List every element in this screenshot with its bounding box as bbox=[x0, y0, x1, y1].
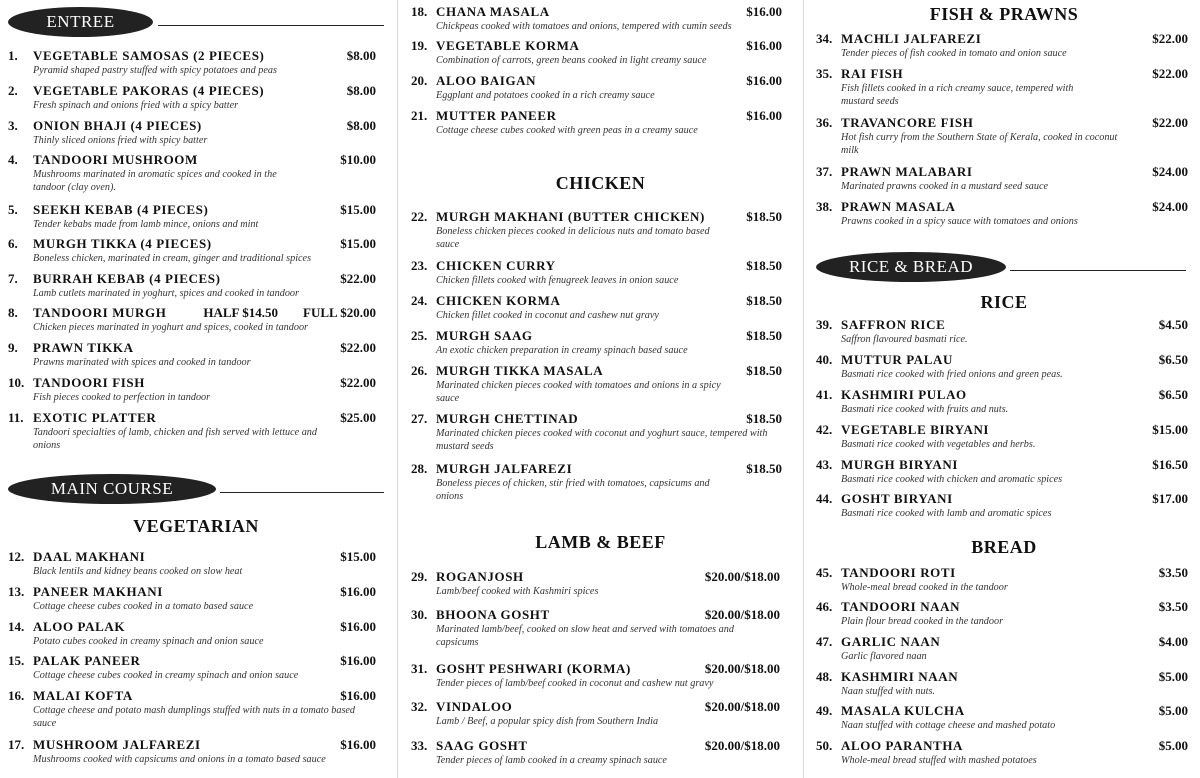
item-number: 10. bbox=[8, 375, 25, 390]
item-number: 37. bbox=[816, 164, 833, 179]
item-description: Lamb cutlets marinated in yoghurt, spices and cooked in tandoor bbox=[33, 288, 299, 299]
item-description: Mushrooms cooked with capsicums and onions in a tomato based sauce bbox=[33, 754, 326, 765]
menu-item bbox=[816, 115, 1188, 157]
item-number: 4. bbox=[8, 152, 18, 167]
item-number: 49. bbox=[816, 703, 833, 718]
item-number: 25. bbox=[411, 328, 428, 343]
menu-item bbox=[816, 634, 1188, 663]
menu-item bbox=[411, 209, 782, 251]
item-description: Tender kebabs made from lamb mince, onions and mint bbox=[33, 219, 259, 230]
item-name: PRAWN TIKKA bbox=[33, 340, 134, 355]
rice-bread-header bbox=[816, 252, 1186, 282]
menu-item bbox=[816, 164, 1188, 193]
item-number: 19. bbox=[411, 38, 428, 53]
item-name: PRAWN MASALA bbox=[841, 199, 956, 214]
menu-item bbox=[8, 305, 376, 334]
item-description: Boneless chicken, marinated in cream, ginger and traditional spices bbox=[33, 253, 312, 264]
item-number: 13. bbox=[8, 584, 25, 599]
item-price: $18.50 bbox=[746, 258, 782, 273]
item-price: $18.50 bbox=[746, 328, 782, 343]
item-number: 44. bbox=[816, 491, 833, 506]
item-number: 20. bbox=[411, 73, 428, 88]
item-name: VEGETABLE PAKORAS (4 PIECES) bbox=[33, 83, 265, 98]
lamb-beef-heading: LAMB & BEEF bbox=[535, 532, 666, 552]
menu-item bbox=[816, 199, 1188, 228]
item-name: MURGH SAAG bbox=[436, 328, 533, 343]
menu-item bbox=[816, 703, 1188, 732]
item-price: $16.00 bbox=[340, 688, 376, 703]
item-name: GOSHT PESHWARI (KORMA) bbox=[436, 661, 631, 676]
item-number: 48. bbox=[816, 669, 833, 684]
menu-item bbox=[8, 653, 376, 682]
item-number: 39. bbox=[816, 317, 833, 332]
item-price: $24.00 bbox=[1152, 199, 1188, 214]
item-description: Mushrooms marinated in aromatic spices and cooked in the tandoor (clay oven). bbox=[33, 169, 277, 193]
item-number: 27. bbox=[411, 411, 428, 426]
item-name: RAI FISH bbox=[841, 66, 904, 81]
item-description: Black lentils and kidney beans cooked on slow heat bbox=[33, 566, 243, 577]
item-number: 24. bbox=[411, 293, 428, 308]
item-number: 30. bbox=[411, 607, 428, 622]
item-description: Fish fillets cooked in a rich creamy sauce, tempered with mustard seeds bbox=[841, 83, 1074, 107]
item-price: $25.00 bbox=[340, 410, 376, 425]
item-description: Potato cubes cooked in creamy spinach and onion sauce bbox=[33, 636, 264, 647]
item-price: $10.00 bbox=[340, 152, 376, 167]
item-number: 1. bbox=[8, 48, 18, 63]
menu-item bbox=[816, 565, 1188, 594]
menu-item bbox=[816, 317, 1188, 346]
item-description: Basmati rice cooked with vegetables and herbs. bbox=[841, 439, 1036, 450]
menu-item bbox=[8, 271, 376, 300]
item-name: KASHMIRI PULAO bbox=[841, 387, 967, 402]
item-name: TANDOORI NAAN bbox=[841, 599, 961, 614]
item-number: 32. bbox=[411, 699, 428, 714]
item-price: $15.00 bbox=[340, 549, 376, 564]
item-name: VEGETABLE SAMOSAS (2 PIECES) bbox=[33, 48, 265, 63]
item-number: 17. bbox=[8, 737, 25, 752]
item-number: 46. bbox=[816, 599, 833, 614]
item-number: 35. bbox=[816, 66, 833, 81]
menu-item bbox=[816, 491, 1188, 520]
item-price: $20.00/$18.00 bbox=[704, 607, 780, 622]
item-name: MURGH CHETTINAD bbox=[436, 411, 579, 426]
column-divider bbox=[397, 0, 398, 778]
item-number: 2. bbox=[8, 83, 18, 98]
menu-item bbox=[8, 340, 376, 369]
menu-item bbox=[411, 328, 782, 357]
item-price: $6.50 bbox=[1158, 352, 1188, 367]
item-name: GARLIC NAAN bbox=[841, 634, 941, 649]
rice-heading: RICE bbox=[980, 292, 1028, 312]
item-description: Boneless pieces of chicken, stir fried with tomatoes, capsicums and onions bbox=[436, 478, 710, 502]
item-price: $16.00 bbox=[746, 73, 782, 88]
item-description: Marinated chicken pieces cooked with tomatoes and onions in a spicy sauce bbox=[436, 380, 721, 404]
item-description: Boneless chicken pieces cooked in delicious nuts and tomato based sauce bbox=[436, 226, 710, 250]
item-name: ONION BHAJI (4 PIECES) bbox=[33, 118, 202, 133]
item-price: $17.00 bbox=[1152, 491, 1188, 506]
menu-item bbox=[816, 31, 1188, 60]
item-number: 26. bbox=[411, 363, 428, 378]
item-description: Basmati rice cooked with lamb and aromatic spices bbox=[841, 508, 1052, 519]
item-number: 50. bbox=[816, 738, 833, 753]
menu-item bbox=[8, 584, 376, 613]
item-name: MURGH JALFAREZI bbox=[436, 461, 573, 476]
item-price: $16.00 bbox=[340, 619, 376, 634]
item-name: MUTTER PANEER bbox=[436, 108, 557, 123]
item-description: Fish pieces cooked to perfection in tandoor bbox=[33, 392, 211, 403]
item-description: An exotic chicken preparation in creamy spinach based sauce bbox=[436, 345, 688, 356]
item-description: Naan stuffed with nuts. bbox=[841, 686, 935, 697]
vegetarian-heading: VEGETARIAN bbox=[133, 516, 259, 536]
menu-item bbox=[8, 549, 376, 578]
item-price: $4.00 bbox=[1158, 634, 1188, 649]
heading-rule bbox=[1010, 270, 1186, 271]
item-number: 16. bbox=[8, 688, 25, 703]
item-name: ALOO PALAK bbox=[33, 619, 126, 634]
item-number: 33. bbox=[411, 738, 428, 753]
menu-item bbox=[411, 607, 780, 649]
menu-item bbox=[8, 375, 376, 404]
menu-item bbox=[816, 352, 1188, 381]
menu-item bbox=[8, 619, 376, 648]
item-description: Eggplant and potatoes cooked in a rich creamy sauce bbox=[436, 90, 655, 101]
item-description: Tandoori specialties of lamb, chicken and fish served with lettuce and onions bbox=[33, 427, 317, 451]
item-description: Chicken pieces marinated in yoghurt and spices, cooked in tandoor bbox=[33, 322, 309, 333]
item-description: Basmati rice cooked with chicken and aromatic spices bbox=[841, 474, 1063, 485]
item-price: $6.50 bbox=[1158, 387, 1188, 402]
item-name: TANDOORI ROTI bbox=[841, 565, 956, 580]
item-name: BURRAH KEBAB (4 PIECES) bbox=[33, 271, 221, 286]
menu-item bbox=[816, 599, 1188, 628]
item-price: $16.00 bbox=[746, 108, 782, 123]
item-description: Basmati rice cooked with fried onions and green peas. bbox=[841, 369, 1063, 380]
item-number: 12. bbox=[8, 549, 25, 564]
item-description: Marinated chicken pieces cooked with coconut and yoghurt sauce, tempered with mustard seeds bbox=[436, 428, 768, 452]
item-description: Chicken fillet cooked in coconut and cashew nut gravy bbox=[436, 310, 659, 321]
item-description: Tender pieces of lamb cooked in a creamy spinach sauce bbox=[436, 755, 667, 766]
item-price: $8.00 bbox=[346, 83, 376, 98]
item-description: Cottage cheese cubes cooked with green peas in a creamy sauce bbox=[436, 125, 698, 136]
item-price: $22.00 bbox=[1152, 66, 1188, 81]
item-price: $20.00/$18.00 bbox=[704, 699, 780, 714]
item-name: MUTTUR PALAU bbox=[841, 352, 954, 367]
item-description: Whole-meal bread cooked in the tandoor bbox=[841, 582, 1008, 593]
item-name: ALOO BAIGAN bbox=[436, 73, 537, 88]
menu-item bbox=[411, 258, 782, 287]
item-price: $20.00/$18.00 bbox=[704, 738, 780, 753]
item-price: $18.50 bbox=[746, 411, 782, 426]
item-price: $20.00/$18.00 bbox=[704, 569, 780, 584]
item-name: SAAG GOSHT bbox=[436, 738, 528, 753]
item-description: Basmati rice cooked with fruits and nuts. bbox=[841, 404, 1009, 415]
item-description: Fresh spinach and onions fried with a spicy batter bbox=[33, 100, 239, 111]
item-name: MURGH TIKKA MASALA bbox=[436, 363, 604, 378]
item-name: DAAL MAKHANI bbox=[33, 549, 146, 564]
item-price: $24.00 bbox=[1152, 164, 1188, 179]
item-price: $15.00 bbox=[1152, 422, 1188, 437]
item-description: Cottage cheese and potato mash dumplings stuffed with nuts in a tomato based sauce bbox=[33, 705, 356, 729]
item-number: 22. bbox=[411, 209, 428, 224]
item-number: 15. bbox=[8, 653, 25, 668]
item-price: $22.00 bbox=[1152, 115, 1188, 130]
item-price: $3.50 bbox=[1158, 565, 1188, 580]
item-description: Prawns marinated with spices and cooked in tandoor bbox=[33, 357, 251, 368]
rice-bread-heading: RICE & BREAD bbox=[816, 252, 1006, 282]
item-description: Chicken fillets cooked with fenugreek leaves in onion sauce bbox=[436, 275, 679, 286]
item-name: SEEKH KEBAB (4 PIECES) bbox=[33, 202, 209, 217]
item-price: $22.00 bbox=[1152, 31, 1188, 46]
item-name: VEGETABLE BIRYANI bbox=[841, 422, 990, 437]
menu-item bbox=[411, 461, 782, 503]
item-price: $5.00 bbox=[1158, 738, 1188, 753]
menu-item bbox=[411, 411, 782, 453]
item-price: $18.50 bbox=[746, 293, 782, 308]
item-number: 28. bbox=[411, 461, 428, 476]
item-name: MURGH MAKHANI (BUTTER CHICKEN) bbox=[436, 209, 705, 224]
item-name: SAFFRON RICE bbox=[841, 317, 946, 332]
item-price: $5.00 bbox=[1158, 669, 1188, 684]
item-price: $8.00 bbox=[346, 118, 376, 133]
entree-heading: ENTREE bbox=[8, 7, 153, 37]
item-name: CHICKEN KORMA bbox=[436, 293, 561, 308]
item-name: MURGH TIKKA (4 PIECES) bbox=[33, 236, 212, 251]
item-description: Saffron flavoured basmati rice. bbox=[841, 334, 968, 345]
main-course-header bbox=[8, 474, 384, 504]
item-name: ALOO PARANTHA bbox=[841, 738, 964, 753]
item-price: $5.00 bbox=[1158, 703, 1188, 718]
heading-rule bbox=[220, 492, 384, 493]
item-price: $16.00 bbox=[340, 653, 376, 668]
item-number: 21. bbox=[411, 108, 428, 123]
item-description: Lamb/beef cooked with Kashmiri spices bbox=[436, 586, 599, 597]
item-description: Pyramid shaped pastry stuffed with spicy potatoes and peas bbox=[33, 65, 277, 76]
item-name: MURGH BIRYANI bbox=[841, 457, 959, 472]
item-number: 23. bbox=[411, 258, 428, 273]
item-name: ROGANJOSH bbox=[436, 569, 524, 584]
menu-column-2 bbox=[403, 0, 798, 778]
item-name: CHANA MASALA bbox=[436, 4, 550, 19]
item-number: 7. bbox=[8, 271, 18, 286]
bread-heading: BREAD bbox=[971, 537, 1037, 557]
item-description: Thinly sliced onions fried with spicy batter bbox=[33, 135, 208, 146]
item-price: $16.00 bbox=[340, 737, 376, 752]
item-description: Combination of carrots, green beans cooked in light creamy sauce bbox=[436, 55, 707, 66]
item-description: Tender pieces of lamb/beef cooked in coconut and cashew nut gravy bbox=[436, 678, 714, 689]
item-description: Cottage cheese cubes cooked in creamy spinach and onion sauce bbox=[33, 670, 299, 681]
item-number: 41. bbox=[816, 387, 833, 402]
item-number: 14. bbox=[8, 619, 25, 634]
menu-item bbox=[8, 202, 376, 231]
menu-item bbox=[411, 4, 782, 33]
menu-column-1 bbox=[0, 0, 392, 778]
item-price: $16.50 bbox=[1152, 457, 1188, 472]
menu-item bbox=[816, 669, 1188, 698]
main-course-heading: MAIN COURSE bbox=[8, 474, 216, 504]
menu-item bbox=[816, 66, 1188, 108]
item-description: Marinated prawns cooked in a mustard seed sauce bbox=[841, 181, 1049, 192]
menu-item bbox=[8, 152, 376, 194]
item-description: Hot fish curry from the Southern State of Kerala, cooked in coconut milk bbox=[841, 132, 1118, 156]
item-name: VINDALOO bbox=[436, 699, 513, 714]
menu-item bbox=[8, 410, 376, 452]
item-number: 5. bbox=[8, 202, 18, 217]
item-number: 42. bbox=[816, 422, 833, 437]
menu-item bbox=[411, 38, 782, 67]
item-name: BHOONA GOSHT bbox=[436, 607, 550, 622]
item-name: KASHMIRI NAAN bbox=[841, 669, 959, 684]
item-name: PANEER MAKHANI bbox=[33, 584, 163, 599]
item-price: $4.50 bbox=[1158, 317, 1188, 332]
item-price: FULL $20.00 bbox=[303, 305, 376, 320]
item-half-price: HALF $14.50 bbox=[203, 305, 278, 320]
menu-item bbox=[816, 457, 1188, 486]
menu-item bbox=[816, 387, 1188, 416]
item-number: 6. bbox=[8, 236, 18, 251]
item-number: 29. bbox=[411, 569, 428, 584]
menu-item bbox=[411, 699, 780, 728]
item-name: VEGETABLE KORMA bbox=[436, 38, 580, 53]
item-name: MALAI KOFTA bbox=[33, 688, 133, 703]
item-number: 9. bbox=[8, 340, 18, 355]
item-description: Lamb / Beef, a popular spicy dish from Southern India bbox=[436, 716, 659, 727]
item-number: 38. bbox=[816, 199, 833, 214]
item-description: Garlic flavored naan bbox=[841, 651, 927, 662]
item-name: CHICKEN CURRY bbox=[436, 258, 556, 273]
menu-item bbox=[411, 661, 780, 690]
item-name: PALAK PANEER bbox=[33, 653, 141, 668]
item-price: $16.00 bbox=[340, 584, 376, 599]
item-description: Marinated lamb/beef, cooked on slow heat and served with tomatoes and capsicums bbox=[436, 624, 734, 648]
menu-item bbox=[411, 363, 782, 405]
menu-item bbox=[8, 737, 376, 766]
item-name: GOSHT BIRYANI bbox=[841, 491, 953, 506]
menu-item bbox=[816, 422, 1188, 451]
item-number: 45. bbox=[816, 565, 833, 580]
item-number: 34. bbox=[816, 31, 833, 46]
menu-item bbox=[816, 738, 1188, 767]
item-price: $18.50 bbox=[746, 363, 782, 378]
chicken-heading: CHICKEN bbox=[555, 173, 646, 193]
menu-item bbox=[411, 569, 780, 598]
item-number: 40. bbox=[816, 352, 833, 367]
item-description: Tender pieces of fish cooked in tomato and onion sauce bbox=[841, 48, 1067, 59]
item-description: Whole-meal bread stuffed with mashed potatoes bbox=[841, 755, 1037, 766]
item-name: EXOTIC PLATTER bbox=[33, 410, 157, 425]
item-number: 36. bbox=[816, 115, 833, 130]
item-number: 11. bbox=[8, 410, 24, 425]
menu-item bbox=[8, 118, 376, 147]
menu-item bbox=[411, 293, 782, 322]
item-price: $16.00 bbox=[746, 38, 782, 53]
item-price: $15.00 bbox=[340, 236, 376, 251]
item-price: $8.00 bbox=[346, 48, 376, 63]
item-number: 47. bbox=[816, 634, 833, 649]
item-description: Naan stuffed with cottage cheese and mashed potato bbox=[841, 720, 1056, 731]
item-name: TANDOORI MURGH bbox=[33, 305, 167, 320]
menu-item bbox=[8, 48, 376, 77]
item-description: Prawns cooked in a spicy sauce with tomatoes and onions bbox=[841, 216, 1078, 227]
menu-item bbox=[411, 738, 780, 767]
menu-item bbox=[411, 73, 782, 102]
item-number: 3. bbox=[8, 118, 18, 133]
item-name: MACHLI JALFAREZI bbox=[841, 31, 982, 46]
item-price: $16.00 bbox=[746, 4, 782, 19]
item-number: 31. bbox=[411, 661, 428, 676]
menu-item bbox=[411, 108, 782, 137]
item-price: $15.00 bbox=[340, 202, 376, 217]
item-price: $22.00 bbox=[340, 340, 376, 355]
fish-prawns-heading: FISH & PRAWNS bbox=[929, 4, 1079, 24]
menu-column-3 bbox=[808, 0, 1200, 778]
item-description: Chickpeas cooked with tomatoes and onions, tempered with cumin seeds bbox=[436, 21, 732, 32]
item-name: TANDOORI MUSHROOM bbox=[33, 152, 198, 167]
item-name: TRAVANCORE FISH bbox=[841, 115, 974, 130]
item-description: Plain flour bread cooked in the tandoor bbox=[841, 616, 1004, 627]
item-name: MUSHROOM JALFAREZI bbox=[33, 737, 201, 752]
heading-rule bbox=[158, 25, 384, 26]
menu-item bbox=[8, 688, 376, 730]
item-price: $22.00 bbox=[340, 375, 376, 390]
item-price: $22.00 bbox=[340, 271, 376, 286]
item-price: $3.50 bbox=[1158, 599, 1188, 614]
item-name: TANDOORI FISH bbox=[33, 375, 145, 390]
item-price: $18.50 bbox=[746, 461, 782, 476]
item-price: $18.50 bbox=[746, 209, 782, 224]
item-name: MASALA KULCHA bbox=[841, 703, 965, 718]
menu-item bbox=[8, 236, 376, 265]
item-number: 18. bbox=[411, 4, 428, 19]
item-number: 43. bbox=[816, 457, 833, 472]
item-number: 8. bbox=[8, 305, 18, 320]
column-divider bbox=[803, 0, 804, 778]
item-price: $20.00/$18.00 bbox=[704, 661, 780, 676]
entree-header bbox=[8, 7, 384, 37]
item-description: Cottage cheese cubes cooked in a tomato based sauce bbox=[33, 601, 254, 612]
menu-item bbox=[8, 83, 376, 112]
item-name: PRAWN MALABARI bbox=[841, 164, 973, 179]
